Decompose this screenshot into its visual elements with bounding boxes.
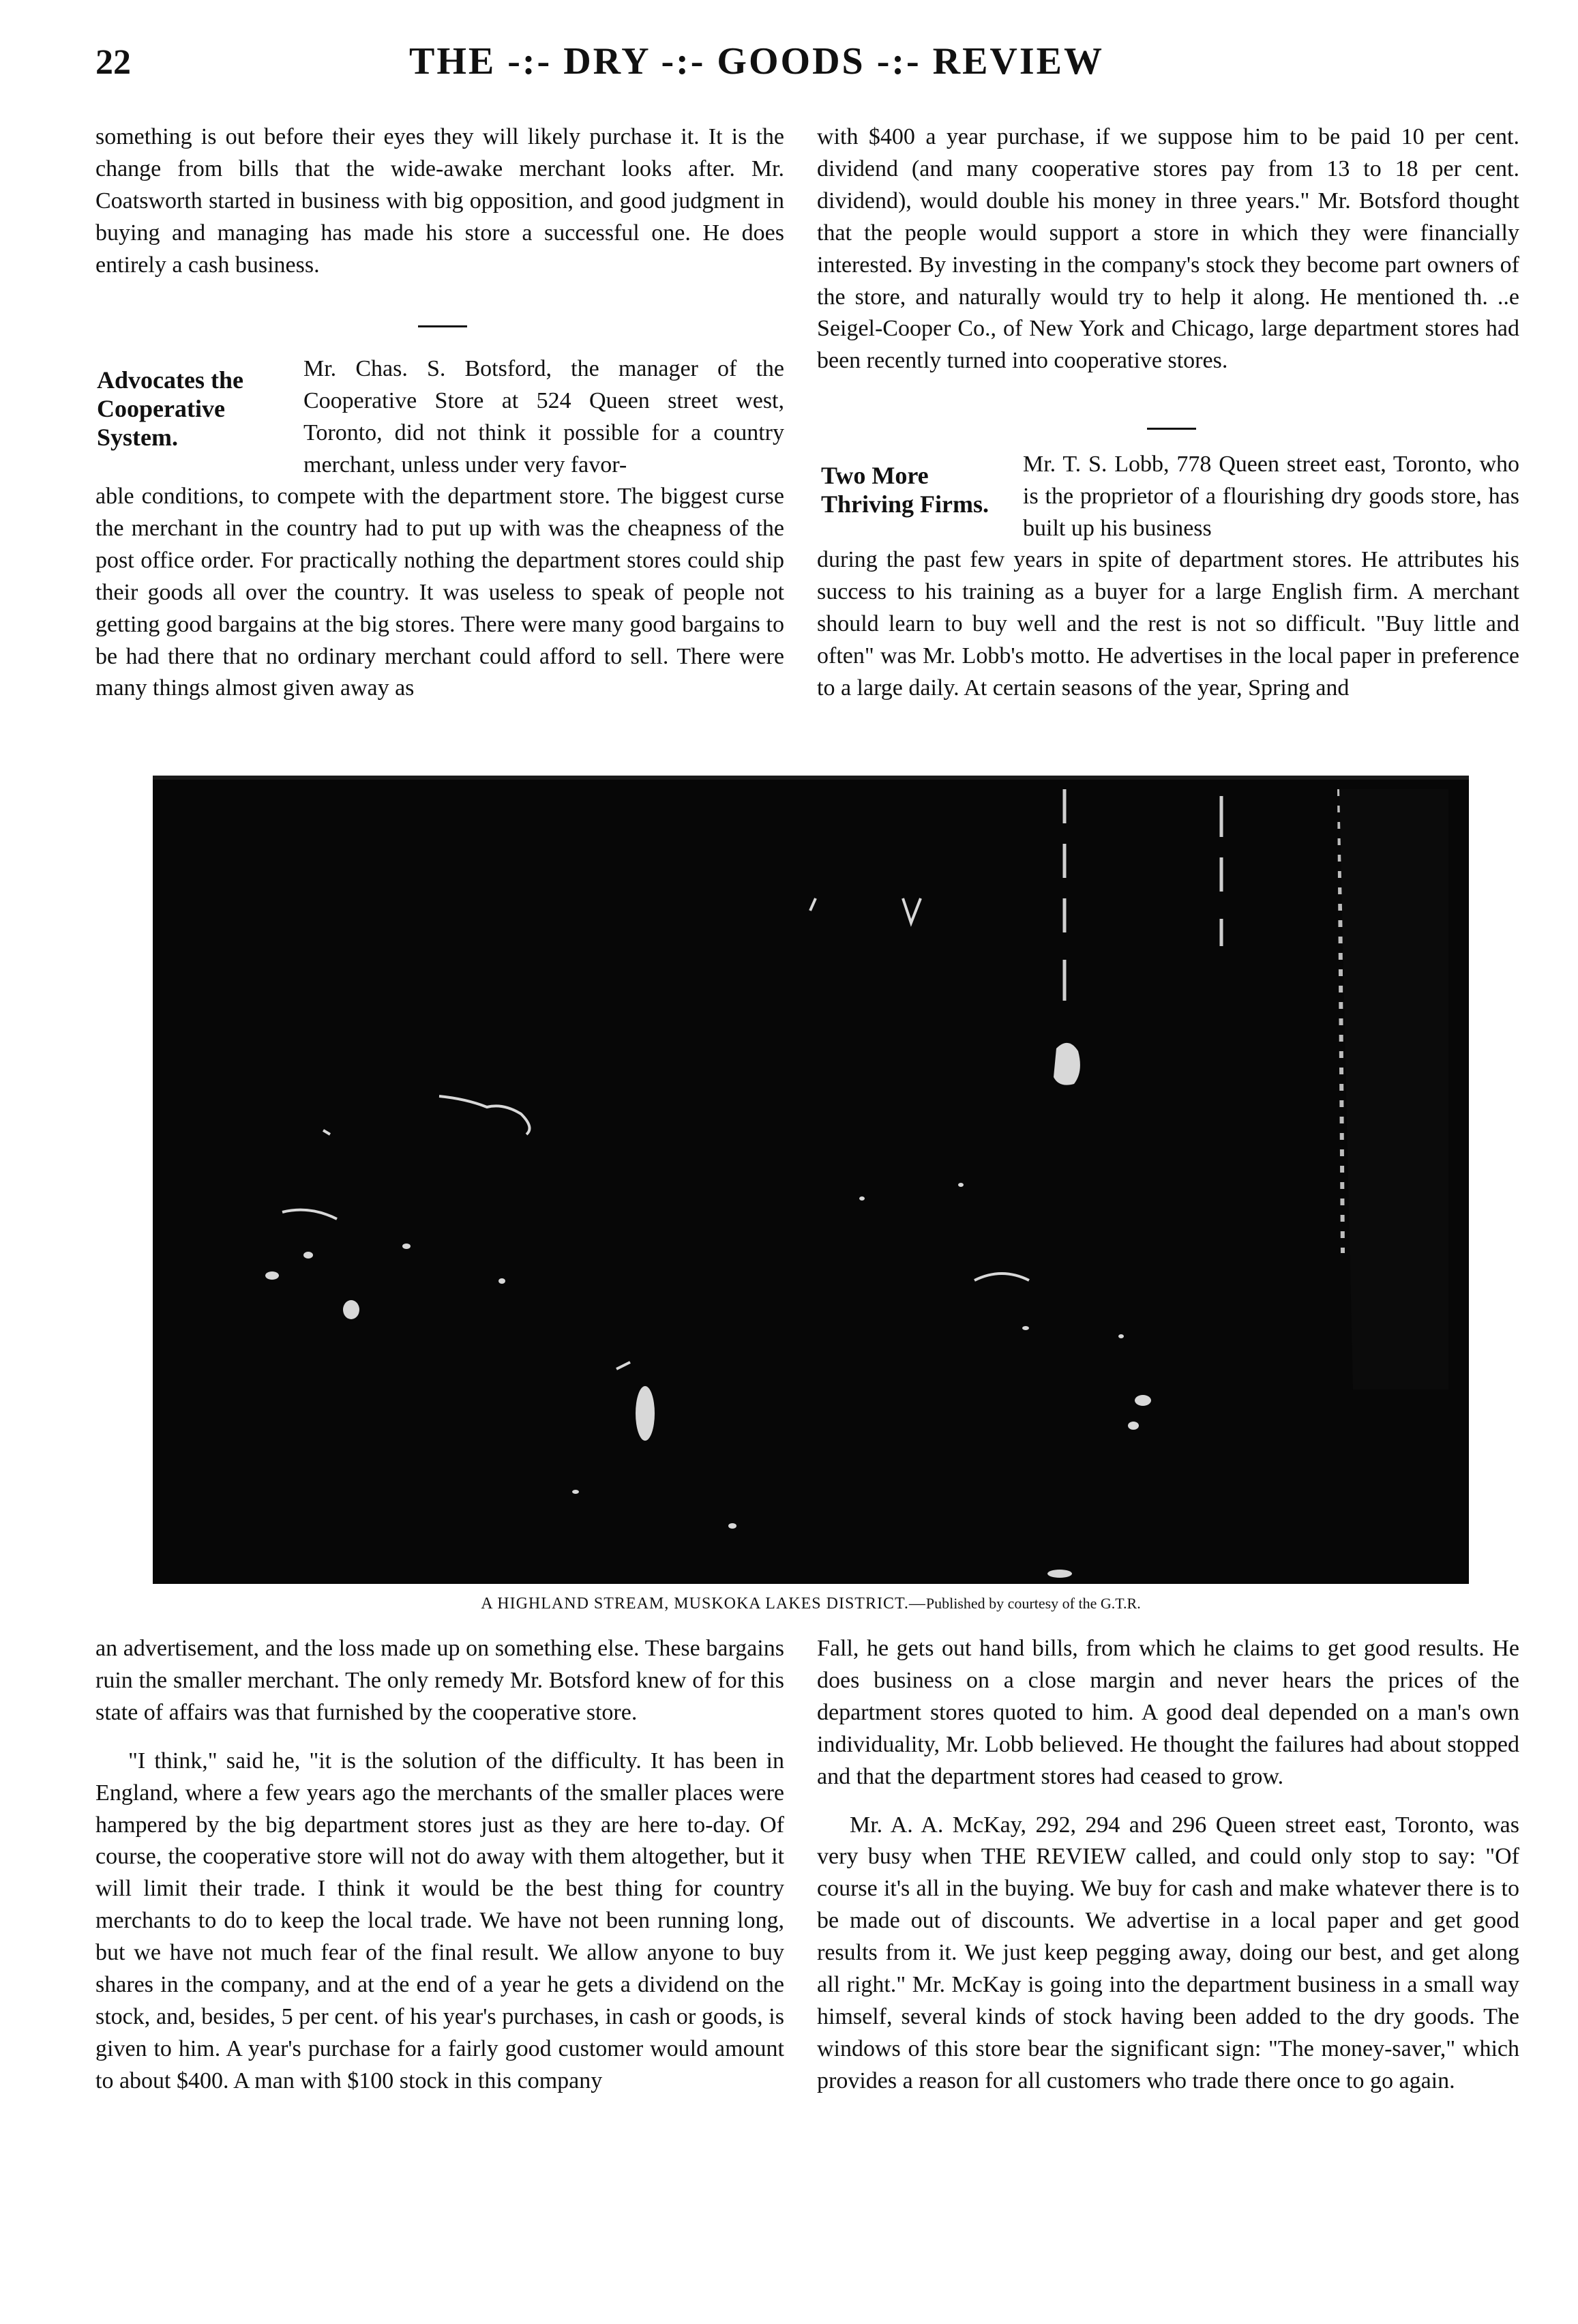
side-paragraph xyxy=(1023,448,1519,544)
caption-credit: Published by courtesy of the G.T.R. xyxy=(925,1595,1141,1612)
article-paragraph: able conditions, to compete with the department store. The biggest curse the merchant in the country had to put up with was the cheapness of the post office order. For practically nothing the department stores could ship their goods all over the country. It was useless to speak of people not getting good bargains at the big stores. There were many good bargains to be had there that no ordinary merchant could afford to sell. There were many things almost given away as xyxy=(95,484,784,701)
right-top-paragraph xyxy=(817,121,1519,377)
article-paragraph: Mr. T. S. Lobb, 778 Queen street east, Toronto, who is the proprietor of a flourishing dry goods store, has built up his business xyxy=(1023,452,1519,541)
highland-stream-photo xyxy=(153,776,1469,1584)
article-paragraph: something is out before their eyes they will likely purchase it. It is the change from bills that the wide-awake merchant looks after. Mr. Coatsworth started in business with big opposition, and good judgment in buying and managing has made his store a successful one. He does entirely a cash business. xyxy=(95,124,784,278)
photo-caption xyxy=(153,1595,1469,1613)
section-divider xyxy=(1147,428,1196,430)
page-number: 22 xyxy=(95,43,131,82)
sidehead-thriving-firms: Two More Thriving Firms. xyxy=(821,462,989,518)
left-top-continuation xyxy=(95,481,784,705)
left-bottom-text xyxy=(95,1633,784,2098)
right-bottom-text xyxy=(817,1633,1519,2098)
article-paragraph: "I think," said he, "it is the solution of the difficulty. It has been in England, where a few years ago the merchants of the smaller places were hampered by the big department stores just as they are here to-day. Of course, the cooperative store will not do away with them altogether, but it will limit their trade. I think it would be the best thing for country merchants to do to keep the local trade. We have not been running long, but we have not much fear of the final result. We allow anyone to buy shares in the company, and at the end of a year he gets a dividend on the stock, and, besides, 5 per cent. of his year's purchases, in cash or goods, is given to him. A year's purchase for a fairly good customer would amount to about $400. A man with $100 stock in this company xyxy=(95,1748,784,2093)
photo-texture xyxy=(153,776,1469,1584)
left-top-paragraph xyxy=(95,121,784,282)
article-paragraph: an advertisement, and the loss made up on something else. These bargains ruin the smaller merchant. The only remedy Mr. Botsford knew of for this state of affairs was that furnished by the cooperative store. xyxy=(95,1636,784,1725)
article-paragraph: with $400 a year purchase, if we suppose him to be paid 10 per cent. dividend (and many cooperative stores pay from 13 to 18 per cent. dividend), would double his money in three years." Mr. Botsford thought that the people would support a store in which they were financially interested. By investing in the company's stock they become part owners of the store, and naturally would try to help it along. He mentioned th. ..e Seigel-Cooper Co., of New York and Chicago, large department stores had been recently turned into cooperative stores. xyxy=(817,124,1519,374)
side-paragraph xyxy=(303,353,784,481)
article-paragraph: Mr. Chas. S. Botsford, the manager of the Cooperative Store at 524 Queen street west, Toronto, did not think it possible for a country merchant, unless under very favor- xyxy=(303,356,784,477)
article-paragraph: Mr. A. A. McKay, 292, 294 and 296 Queen street east, Toronto, was very busy when THE REVIEW called, and could only stop to say: "Of course it's all in the buying. We buy for cash and make whatever there is to be made out of discounts. We advertise in a local paper and get good results from it. We just keep pegging away, doing our best, and get along all right." Mr. McKay is going into the department business in a small way himself, several kinds of stock having been added to the dry goods. The windows of this store bear the significant sign: "The money-saver," which provides a reason for all customers who trade there once to go again. xyxy=(817,1812,1519,2093)
right-top-continuation xyxy=(817,544,1519,705)
caption-title: A HIGHLAND STREAM, MUSKOKA LAKES DISTRICT.— xyxy=(481,1595,926,1613)
section-divider xyxy=(418,325,467,327)
article-paragraph: during the past few years in spite of department stores. He attributes his success to his training as a buyer for a large English firm. A merchant should learn to buy well and the rest is not so difficult. "Buy little and often" was Mr. Lobb's motto. He advertises in the local paper in preference to a large daily. At certain seasons of the year, Spring and xyxy=(817,547,1519,701)
running-head: THE -:- DRY -:- GOODS -:- REVIEW xyxy=(409,40,1105,83)
sidehead-cooperative: Advocates the Cooperative System. xyxy=(97,366,243,451)
article-paragraph: Fall, he gets out hand bills, from which he claims to get good results. He does business on a close margin and never hears the prices of the department stores quoted to him. A good deal depended on a man's own individuality, Mr. Lobb believed. He thought the failures had about stopped and that the department stores had ceased to grow. xyxy=(817,1636,1519,1789)
